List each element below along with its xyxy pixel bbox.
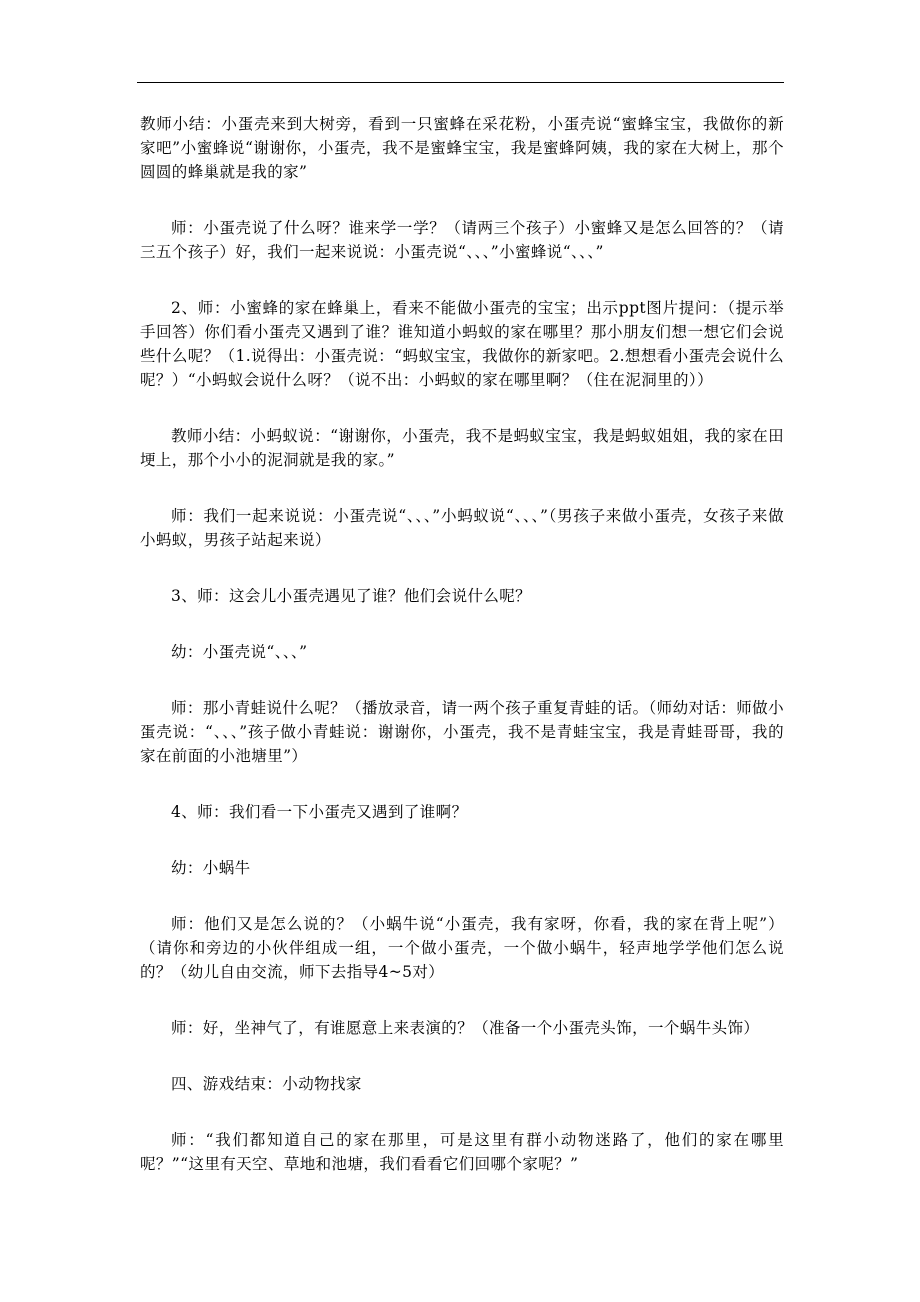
paragraph: 幼：小蜗牛: [171, 859, 251, 877]
paragraph: 3、师：这会儿小蛋壳遇见了谁？他们会说什么呢？: [171, 587, 532, 605]
document-body: [140, 112, 784, 1208]
paragraph: 幼：小蛋壳说“、、、”: [171, 643, 308, 661]
paragraph: 教师小结：小蛋壳来到大树旁，看到一只蜜蜂在采花粉，小蛋壳说“蜜蜂宝宝，我做你的新家吧”小蜜蜂说“谢谢你，小蛋壳，我不是蜜蜂宝宝，我是蜜蜂阿姨，我的家在大树上，那个圆圆的蜂巢就是我的家”: [140, 115, 784, 181]
section-heading: 四、游戏结束：小动物找家: [171, 1075, 362, 1093]
header-rule: [137, 82, 784, 83]
paragraph: 师：我们一起来说说：小蛋壳说“、、、”小蚂蚁说“、、、”（男孩子来做小蛋壳，女孩子来做小蚂蚁，男孩子站起来说）: [140, 507, 784, 549]
paragraph: 师：“我们都知道自己的家在那里，可是这里有群小动物迷路了，他们的家在哪里呢？”“这里有天空、草地和池塘，我们看看它们回哪个家呢？”: [140, 1131, 784, 1173]
paragraph: 教师小结：小蚂蚁说：“谢谢你，小蛋壳，我不是蚂蚁宝宝，我是蚂蚁姐姐，我的家在田埂上，那个小小的泥洞就是我的家。”: [140, 427, 784, 469]
paragraph: 2、师：小蜜蜂的家在蜂巢上，看来不能做小蛋壳的宝宝；出示ppt图片提问：（提示举手回答）你们看小蛋壳又遇到了谁？谁知道小蚂蚁的家在哪里？那小朋友们想一想它们会说些什么呢？（1.说得出：小蛋壳说：“蚂蚁宝宝，我做你的新家吧。2.想想看小蛋壳会说什么呢？）“小蚂蚁会说什么呀？（说不出：小蚂蚁的家在哪里啊？（住在泥洞里的））: [140, 299, 784, 389]
paragraph: 师：好，坐神气了，有谁愿意上来表演的？（准备一个小蛋壳头饰，一个蜗牛头饰）: [171, 1019, 760, 1037]
paragraph: 4、师：我们看一下小蛋壳又遇到了谁啊？: [171, 803, 468, 821]
paragraph: 师：那小青蛙说什么呢？（播放录音，请一两个孩子重复青蛙的话。（师幼对话：师做小蛋壳说：“、、、”孩子做小青蛙说：谢谢你，小蛋壳，我不是青蛙宝宝，我是青蛙哥哥，我的家在前面的小池塘里”）: [140, 699, 784, 765]
paragraph: 师：小蛋壳说了什么呀？谁来学一学？（请两三个孩子）小蜜蜂又是怎么回答的？（请三五个孩子）好，我们一起来说说：小蛋壳说“、、、”小蜜蜂说“、、、”: [140, 219, 784, 261]
paragraph: 师：他们又是怎么说的？（小蜗牛说“小蛋壳，我有家呀，你看，我的家在背上呢”）（请你和旁边的小伙伴组成一组，一个做小蛋壳，一个做小蜗牛，轻声地学学他们怎么说的？（幼儿自由交流，师下去指导4~5对）: [140, 915, 784, 981]
